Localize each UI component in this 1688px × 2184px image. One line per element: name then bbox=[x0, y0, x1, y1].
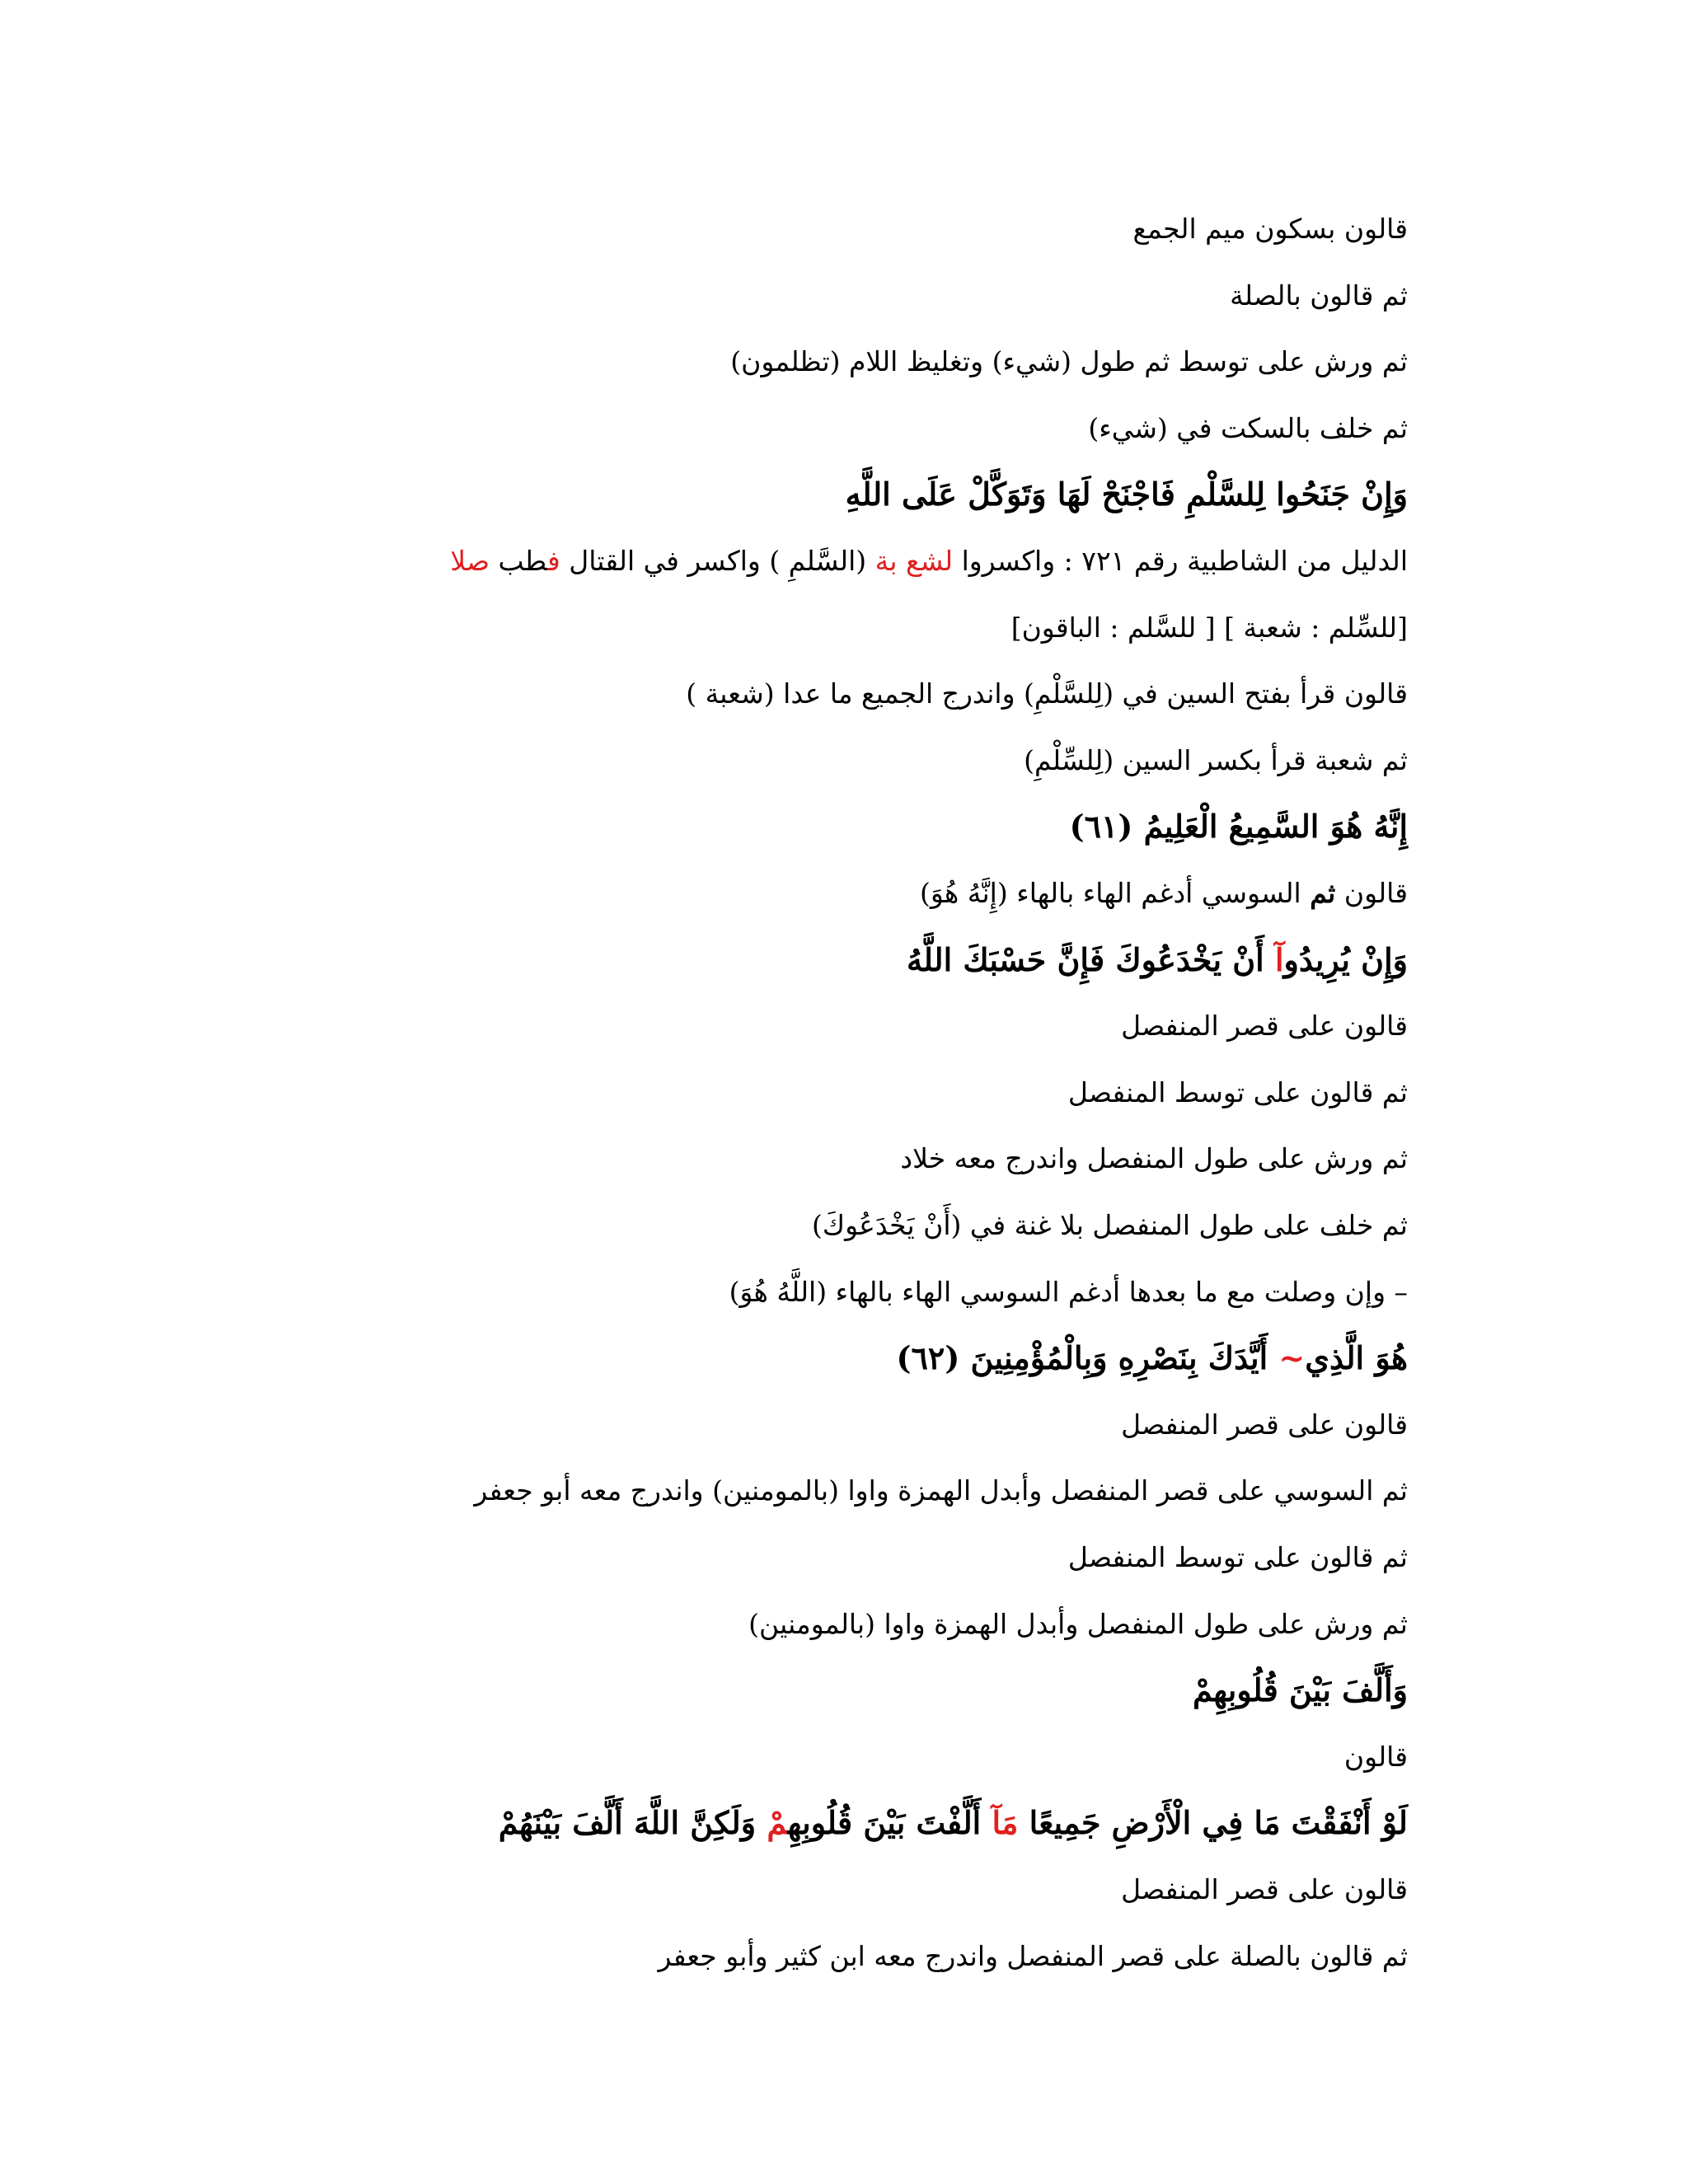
text-line bbox=[1121, 1407, 1408, 1443]
highlight-segment: لشع bbox=[906, 545, 954, 577]
verse-line bbox=[907, 942, 1408, 978]
text-line bbox=[1132, 211, 1408, 247]
text-line bbox=[1121, 1872, 1408, 1908]
text-line bbox=[1088, 410, 1408, 447]
text-segment: وَأَلَّفَ بَيْنَ قُلُوبِهِمْ bbox=[1192, 1671, 1408, 1708]
text-segment: أَلَّفْتَ بَيْنَ قُلُوبِهِ bbox=[787, 1804, 992, 1841]
text-line bbox=[1344, 1739, 1408, 1775]
text-segment: أَنْ يَخْدَعُوكَ فَإِنَّ حَسْبَكَ اللَّهُ bbox=[907, 941, 1275, 978]
highlight-segment: بة bbox=[874, 545, 898, 577]
text-line bbox=[730, 344, 1408, 380]
text-segment: ثم ورش على توسط ثم طول (شيء) وتغليظ اللام (تظلمون) bbox=[730, 345, 1408, 377]
text-line bbox=[1011, 610, 1408, 646]
text-line bbox=[450, 543, 1408, 579]
text-line bbox=[658, 1938, 1408, 1975]
text-segment: الدليل من الشاطبية رقم ٧٢١ : واكسروا bbox=[953, 545, 1408, 577]
text-segment: [للسِّلم : شعبة ] [ للسَّلم : الباقون] bbox=[1010, 612, 1408, 644]
highlight-segment: ف bbox=[546, 545, 560, 577]
highlight-segment: مْ bbox=[767, 1804, 788, 1841]
text-line bbox=[729, 1274, 1408, 1310]
text-segment: قالون على قصر المنفصل bbox=[1121, 1010, 1408, 1042]
text-segment: ثم ورش على طول المنفصل واندرج معه خلاد bbox=[900, 1142, 1408, 1174]
verse-line bbox=[499, 1805, 1408, 1841]
text-segment: ثم خلف على طول المنفصل بلا غنة في (أَنْ يَخْدَعُوكَ) bbox=[812, 1209, 1408, 1241]
text-segment: ثم قالون على توسط المنفصل bbox=[1067, 1076, 1408, 1108]
text-segment: السوسي أدغم الهاء بالهاء (إِنَّهُ هُوَ) bbox=[919, 877, 1311, 909]
verse-line bbox=[897, 1340, 1408, 1376]
text-line bbox=[1068, 1540, 1408, 1576]
text-segment: قالون بسكون ميم الجمع bbox=[1132, 213, 1408, 245]
text-segment: ثم قالون بالصلة على قصر المنفصل واندرج معه ابن كثير وأبو جعفر bbox=[658, 1940, 1408, 1972]
text-line bbox=[1121, 1008, 1408, 1044]
text-segment: وَإِنْ يُرِيدُو bbox=[1283, 941, 1408, 978]
text-line bbox=[1024, 743, 1408, 779]
text-segment: طب bbox=[489, 545, 547, 577]
text-segment: ثم خلف بالسكت في (شيء) bbox=[1088, 412, 1408, 444]
text-line bbox=[748, 1606, 1408, 1643]
text-line bbox=[686, 676, 1408, 712]
text-segment: قالون قرأ بفتح السين في (لِلسَّلْمِ) واندرج الجميع ما عدا (شعبة ) bbox=[686, 677, 1408, 710]
text-line bbox=[900, 1141, 1408, 1177]
text-segment: قالون bbox=[1335, 877, 1408, 909]
text-segment: قالون على قصر المنفصل bbox=[1121, 1873, 1408, 1905]
text-segment: ثم السوسي على قصر المنفصل وأبدل الهمزة واوا (بالمومنين) واندرج معه أبو جعفر bbox=[474, 1474, 1408, 1507]
highlight-segment: مَآ bbox=[992, 1804, 1019, 1841]
text-segment: (السَّلمِ ) واكسر في القتال bbox=[560, 545, 875, 577]
text-segment: قالون على قصر المنفصل bbox=[1121, 1408, 1408, 1441]
text-segment: ثم قالون بالصلة bbox=[1230, 279, 1408, 312]
text-segment: ثم شعبة قرأ بكسر السين (لِلسِّلْمِ) bbox=[1024, 744, 1408, 776]
text-segment: ثم ورش على طول المنفصل وأبدل الهمزة واوا (بالمومنين) bbox=[748, 1608, 1408, 1640]
text-segment: وَإِنْ جَنَحُوا لِلسَّلْمِ فَاجْنَحْ لَهَا وَتَوَكَّلْ عَلَى اللَّهِ bbox=[845, 476, 1408, 513]
verse-line bbox=[846, 476, 1408, 513]
highlight-segment: آ bbox=[1274, 941, 1284, 978]
text-segment: هُوَ الَّذِي bbox=[1305, 1339, 1408, 1376]
text-segment: أَيَّدَكَ بِنَصْرِهِ وَبِالْمُؤْمِنِينَ (٦٢) bbox=[896, 1339, 1279, 1376]
text-segment: قالون bbox=[1343, 1741, 1408, 1773]
text-segment: ثم قالون على توسط المنفصل bbox=[1067, 1541, 1408, 1573]
text-line bbox=[474, 1473, 1408, 1509]
text-line bbox=[920, 875, 1408, 912]
text-segment: إِنَّهُ هُوَ السَّمِيعُ الْعَلِيمُ (٦١) bbox=[1069, 808, 1408, 845]
text-line bbox=[812, 1207, 1408, 1244]
verse-line bbox=[1193, 1672, 1408, 1708]
text-segment: لَوْ أَنْفَقْتَ مَا فِي الْأَرْضِ جَمِيعًا bbox=[1018, 1804, 1408, 1841]
verse-line bbox=[1070, 808, 1408, 845]
text-segment: وَلَكِنَّ اللَّهَ أَلَّفَ بَيْنَهُمْ bbox=[498, 1804, 767, 1841]
text-line bbox=[1068, 1075, 1408, 1111]
highlight-segment: ~ bbox=[1278, 1339, 1306, 1376]
text-line bbox=[1230, 278, 1408, 314]
highlight-segment: صلا bbox=[450, 545, 490, 577]
text-segment: – وإن وصلت مع ما بعدها أدغم السوسي الهاء بالهاء (اللَّهُ هُوَ) bbox=[729, 1276, 1408, 1308]
text-segment bbox=[898, 545, 907, 577]
bold-segment: ثم bbox=[1310, 877, 1336, 909]
